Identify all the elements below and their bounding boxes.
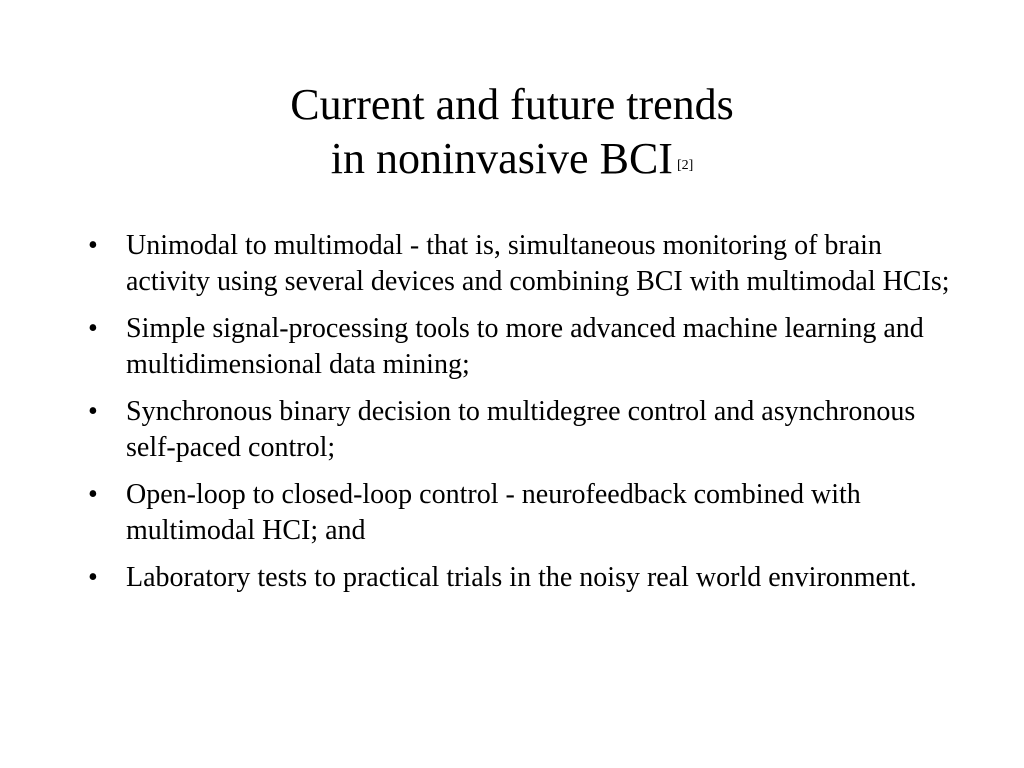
bullet-marker: •	[88, 313, 98, 344]
slide-title	[0, 78, 1024, 197]
bullet-text-2: Simple signal-processing tools to more advanced machine learning and multidimensional data mining;	[126, 313, 924, 380]
bullet-item-3	[88, 394, 968, 465]
bullet-text-1: Unimodal to multimodal - that is, simultaneous monitoring of brain activity using several devices and combining BCI with multimodal HCIs;	[126, 230, 950, 297]
bullet-text-5: Laboratory tests to practical trials in the noisy real world environment.	[126, 562, 917, 593]
bullet-marker: •	[88, 230, 98, 261]
bullet-marker: •	[88, 562, 98, 593]
bullet-marker: •	[88, 396, 98, 427]
bullet-item-1	[88, 228, 968, 299]
bullet-marker: •	[88, 479, 98, 510]
bullet-text-3: Synchronous binary decision to multidegree control and asynchronous self-paced control;	[126, 396, 916, 463]
bullet-text-4: Open-loop to closed-loop control - neurofeedback combined with multimodal HCI; and	[126, 479, 861, 546]
citation-marker: [2]	[676, 158, 694, 173]
title-line-2	[0, 132, 1024, 197]
title-line-2-text: in noninvasive BCI	[330, 134, 673, 183]
bullet-item-2	[88, 311, 968, 382]
bullet-list	[88, 228, 968, 608]
bullet-item-5	[88, 560, 968, 596]
title-line-1: Current and future trends	[290, 80, 734, 129]
bullet-item-4	[88, 477, 968, 548]
